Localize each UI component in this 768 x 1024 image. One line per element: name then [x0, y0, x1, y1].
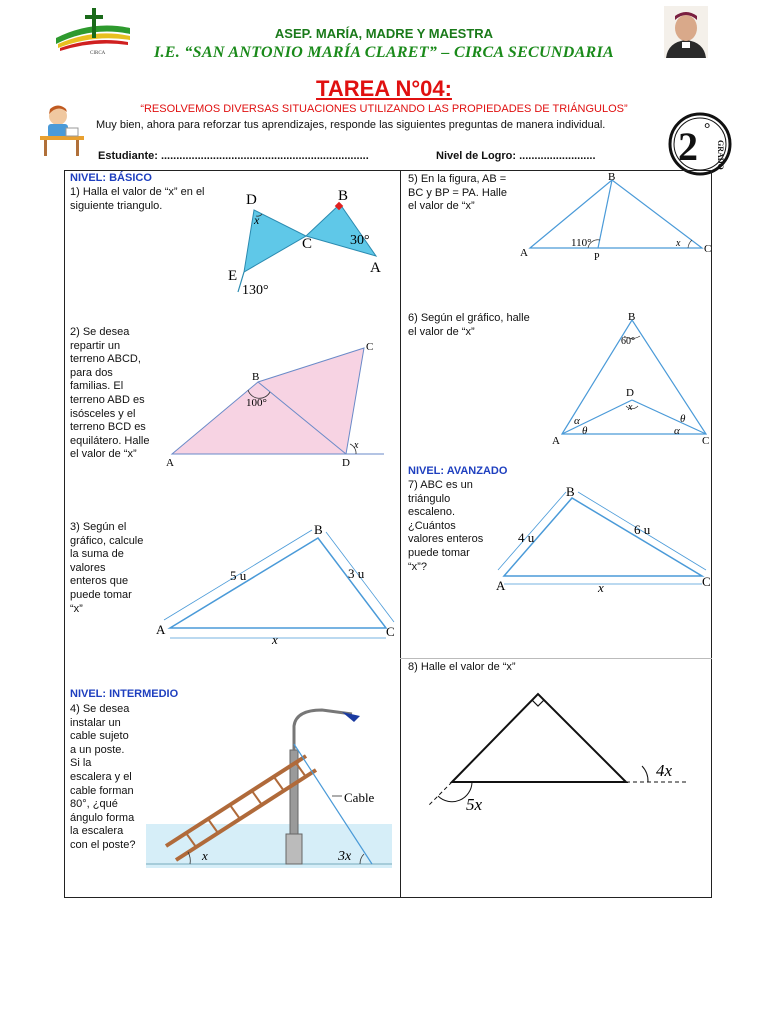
fig3-side-3u: 3 u	[348, 566, 365, 581]
fig2-angle-100: 100°	[246, 397, 267, 409]
question-7-line: puede tomar	[408, 546, 470, 559]
fig5-x: x	[676, 238, 681, 249]
level-advanced-label: NIVEL: AVANZADO	[408, 465, 508, 477]
question-4-line: cable sujeto	[70, 730, 129, 743]
figure-1	[222, 180, 400, 304]
grade-word: GRADO	[716, 140, 725, 170]
fig6-x: x	[628, 402, 633, 413]
question-5-line: el valor de “x”	[408, 200, 475, 213]
page-title: TAREA N°04:	[316, 76, 452, 101]
question-7-line: 7) ABC es un	[408, 479, 473, 491]
question-4-line: cable forman	[70, 784, 134, 797]
question-6-line: 6) Según el gráfico, halle	[408, 312, 530, 324]
question-7-line: escaleno.	[408, 506, 456, 519]
fig2-label-A: A	[166, 457, 174, 469]
question-6	[408, 312, 530, 339]
question-4-line: ángulo forma	[70, 811, 135, 824]
fig5-label-B: B	[608, 171, 616, 183]
question-3-line: enteros que	[70, 575, 129, 588]
question-1	[70, 186, 205, 213]
question-4-line: a un poste.	[70, 743, 125, 756]
fig7-side-6u: 6 u	[634, 522, 651, 537]
figure-4	[146, 704, 396, 872]
fig2-label-B: B	[252, 371, 260, 383]
question-5-line: BC y BP = PA. Halle	[408, 186, 507, 199]
question-3-line: 3) Según el	[70, 521, 127, 533]
fig7-side-4u: 4 u	[518, 530, 535, 545]
fig3-label-B: B	[314, 522, 323, 537]
fig7-label-B: B	[566, 484, 575, 499]
fig1-label-B: B	[338, 188, 349, 204]
question-7-line: valores enteros	[408, 533, 484, 546]
question-2-line: 2) Se desea	[70, 326, 130, 338]
institution-name: I.E. “SAN ANTONIO MARÍA CLARET” – CIRCA SECUNDARIA	[153, 44, 615, 61]
figure-7	[494, 484, 712, 596]
figure-3	[152, 518, 398, 646]
grade-number: 2	[678, 124, 698, 169]
question-2-line: el valor de “x”	[70, 448, 137, 461]
row-divider	[400, 658, 712, 659]
question-5	[408, 173, 507, 214]
fig1-label-C: C	[302, 236, 313, 252]
question-4-line: escalera y el	[70, 770, 132, 783]
question-3-line: la suma de	[70, 548, 124, 561]
fig6-theta-right: θ	[680, 413, 686, 425]
question-7-line: ¿Cuántos	[408, 519, 456, 532]
question-4-line: la escalera	[70, 825, 124, 838]
level-basic-label: NIVEL: BÁSICO	[70, 172, 152, 184]
question-4	[70, 703, 135, 853]
fig1-x: x	[254, 213, 260, 227]
question-4-line: 80°, ¿qué	[70, 798, 118, 811]
question-3-line: gráfico, calcule	[70, 534, 144, 547]
fig1-label-E: E	[228, 268, 238, 284]
question-7-line: triángulo	[408, 492, 451, 505]
question-4-line: 4) Se desea	[70, 703, 130, 715]
student-illustration	[36, 104, 88, 158]
question-8	[408, 661, 516, 675]
fig2-x: x	[354, 440, 359, 451]
fig8-5x: 5x	[466, 795, 483, 814]
question-2-line: terreno ABD es	[70, 393, 145, 406]
figure-8	[420, 686, 692, 820]
school-line: ASEP. MARÍA, MADRE Y MAESTRA	[274, 26, 494, 41]
question-3-line: valores	[70, 561, 106, 574]
question-2-line: terreno BCD es	[70, 421, 146, 434]
fig6-label-B: B	[628, 311, 636, 323]
question-2	[70, 326, 150, 462]
fig1-angle-30: 30°	[350, 233, 370, 248]
question-3	[70, 521, 143, 616]
question-3-line: puede tomar	[70, 588, 132, 601]
fig5-angle-110: 110°	[571, 237, 592, 249]
fig3-side-5u: 5 u	[230, 568, 247, 583]
question-2-line: para dos	[70, 366, 113, 379]
fig7-x: x	[598, 580, 604, 595]
fig7-label-C: C	[702, 574, 711, 589]
figure-6	[544, 306, 714, 448]
fig5-label-C: C	[704, 243, 712, 255]
fig4-cable-label: Cable	[344, 790, 375, 805]
fig7-label-A: A	[496, 578, 506, 593]
fig5-label-P: P	[594, 252, 600, 262]
fig3-label-C: C	[386, 624, 395, 639]
question-5-line: 5) En la figura, AB =	[408, 173, 507, 185]
fig6-alpha-right: α	[674, 425, 680, 437]
page-subtitle: “RESOLVEMOS DIVERSAS SITUACIONES UTILIZANDO LAS PROPIEDADES DE TRIÁNGULOS”	[140, 103, 628, 115]
fig6-label-D: D	[626, 387, 634, 399]
question-6-line: el valor de “x”	[408, 325, 475, 338]
fig6-theta-left: θ	[582, 425, 588, 437]
fig1-angle-130: 130°	[242, 283, 269, 298]
question-3-line: “x”	[70, 602, 83, 615]
fig2-label-C: C	[366, 341, 374, 353]
question-8-line: 8) Halle el valor de “x”	[408, 661, 516, 673]
fig3-label-A: A	[156, 622, 166, 637]
fig8-4x: 4x	[656, 761, 673, 780]
question-2-line: equilátero. Halle	[70, 434, 150, 447]
grade-sup: °	[704, 121, 711, 138]
question-1-line: siguiente triangulo.	[70, 199, 163, 212]
fig6-angle-60: 60°	[621, 336, 635, 347]
grade-badge	[668, 112, 732, 176]
question-2-line: terreno ABCD,	[70, 353, 141, 366]
question-1-line: 1) Halla el valor de “x” en el	[70, 186, 205, 198]
fig4-3x: 3x	[338, 849, 352, 864]
question-4-line: con el poste?	[70, 838, 136, 851]
fig2-label-D: D	[342, 457, 350, 469]
fig4-x: x	[202, 848, 208, 863]
question-7	[408, 479, 483, 574]
fig5-label-A: A	[520, 247, 528, 259]
fig1-label-D: D	[246, 192, 257, 208]
question-2-line: isósceles y el	[70, 407, 136, 420]
fig1-label-A: A	[370, 260, 381, 276]
column-divider	[400, 170, 401, 898]
intro-text: Muy bien, ahora para reforzar tus aprendizajes, responde las siguientes preguntas de manera individual.	[96, 119, 606, 131]
fig6-label-C: C	[702, 435, 710, 447]
fig3-x: x	[272, 632, 278, 646]
achievement-level-field[interactable]: Nivel de Logro: .........................	[436, 150, 596, 162]
figure-5	[516, 170, 712, 262]
question-7-line: “x”?	[408, 560, 427, 573]
fig6-label-A: A	[552, 435, 560, 447]
logo-caption: CIRCA	[90, 51, 106, 56]
fig6-alpha-left: α	[574, 415, 580, 427]
question-4-line: Si la	[70, 757, 92, 770]
figure-2	[160, 336, 396, 470]
level-intermediate-label: NIVEL: INTERMEDIO	[70, 688, 179, 700]
student-field[interactable]: Estudiante: ....................................................................	[98, 150, 369, 162]
question-4-line: instalar un	[70, 716, 121, 729]
question-2-line: repartir un	[70, 339, 121, 352]
question-2-line: familias. El	[70, 380, 124, 393]
